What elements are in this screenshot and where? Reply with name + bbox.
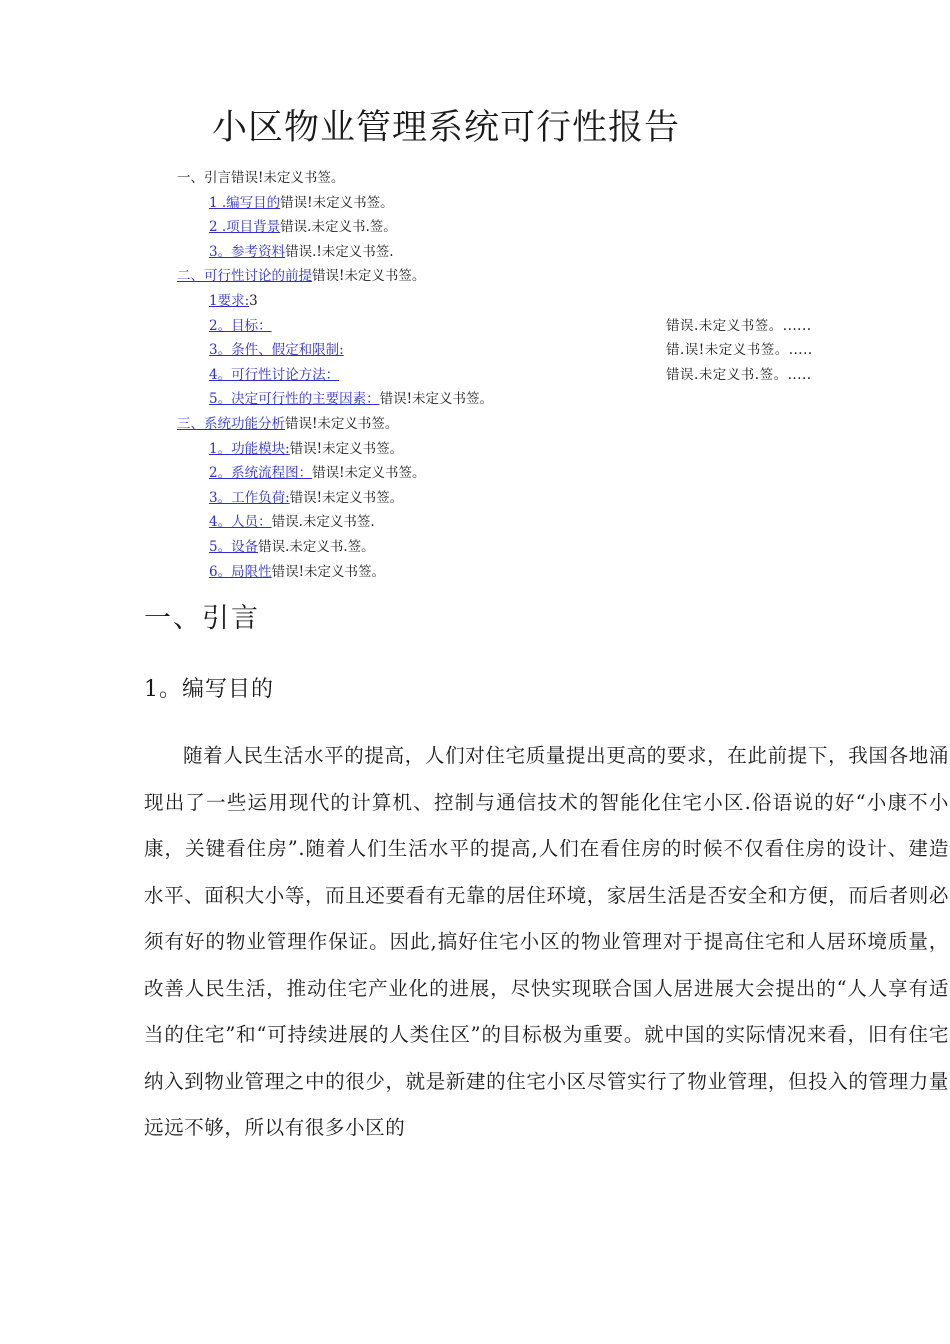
toc-entry[interactable]: [209, 363, 339, 387]
section-heading: 一、引言: [144, 603, 260, 634]
toc-text: 错误!未定义书签。: [312, 465, 426, 481]
toc-text: 错误!未定义书签。: [280, 195, 394, 211]
toc-link[interactable]: 1。功能模块:: [209, 441, 290, 457]
subsection-heading: 1。编写目的: [144, 677, 274, 702]
toc-entry[interactable]: [209, 240, 394, 264]
toc-page-ref: 错误.未定义书.签。.....: [666, 367, 812, 383]
toc-link[interactable]: 2。目标：: [209, 318, 272, 334]
toc-text: 错误!未定义书签。: [312, 268, 426, 284]
document-title: 小区物业管理系统可行性报告: [212, 108, 681, 148]
toc-entry[interactable]: [209, 510, 375, 534]
toc-link[interactable]: 3。条件、假定和限制:: [209, 342, 344, 358]
toc-link[interactable]: 2 .项目背景: [209, 219, 281, 235]
toc-text: 错误.!未定义书签.: [285, 244, 394, 260]
toc-link[interactable]: 二、可行性讨论的前提: [177, 268, 312, 284]
toc-text: 错误!未定义书签。: [379, 391, 494, 407]
toc-link[interactable]: 1要求:: [209, 293, 250, 309]
toc-entry[interactable]: [209, 215, 397, 239]
toc-link[interactable]: 2。系统流程图：: [209, 465, 313, 481]
toc-text: 错误!未定义书签。: [271, 564, 386, 580]
toc-text: 错误.未定义书签.: [271, 514, 375, 530]
toc-entry[interactable]: [177, 264, 425, 288]
toc-entry[interactable]: [209, 191, 394, 215]
toc-entry[interactable]: [209, 560, 385, 584]
toc-entry[interactable]: [209, 535, 375, 559]
toc-entry[interactable]: [209, 461, 426, 485]
toc-link[interactable]: 4。人员：: [209, 514, 272, 530]
toc-link[interactable]: 6。局限性: [209, 564, 272, 580]
toc-page-ref: 错误.未定义书签。......: [666, 318, 812, 334]
toc-text: 错误!未定义书签。: [289, 490, 404, 506]
toc-text: 一、引言错误!未定义书签。: [177, 170, 345, 186]
toc-link[interactable]: 三、系统功能分析: [177, 416, 285, 432]
toc-link[interactable]: 4。可行性讨论方法：: [209, 367, 340, 383]
toc-link[interactable]: 3。工作负荷:: [209, 490, 290, 506]
toc-link[interactable]: 3。参考资料: [209, 244, 286, 260]
toc-entry[interactable]: [209, 437, 403, 461]
toc-entry[interactable]: [209, 289, 258, 313]
toc-text: 错误!未定义书签。: [289, 441, 404, 457]
toc-link[interactable]: 5。设备: [209, 539, 259, 555]
toc-link[interactable]: 5。决定可行性的主要因素：: [209, 391, 380, 407]
toc-text: 错误!未定义书签。: [285, 416, 399, 432]
toc-entry[interactable]: [209, 314, 272, 338]
toc-text: 错误.未定义书.签。: [258, 539, 375, 555]
body-paragraph: 随着人民生活水平的提高，人们对住宅质量提出更高的要求，在此前提下，我国各地涌现出了一些运用现代的计算机、控制与通信技术的智能化住宅小区.俗语说的好“小康不小康，关键看住房”.随着人们生活水平的提高,人们在看住房的时候不仅看住房的设计、建造水平、面积大小等，而且还要看有无靠的居住环境，家居生活是否安全和方便，而后者则必须有好的物业管理作保证。因此,搞好住宅小区的物业管理对于提高住宅和人居环境质量，改善人民生活，推动住宅产业化的进展，尽快实现联合国人居进展大会提出的“人人享有适当的住宅”和“可持续进展的人类住区”的目标极为重要。就中国的实际情况来看，旧有住宅纳入到物业管理之中的很少，就是新建的住宅小区尽管实行了物业管理，但投入的管理力量远远不够，所以有很多小区的: [144, 744, 949, 1139]
toc-entry: [177, 166, 344, 190]
toc-text: 错误.未定义书.签。: [280, 219, 397, 235]
toc-link[interactable]: 1 .编写目的: [209, 195, 281, 211]
toc-entry[interactable]: [209, 338, 344, 362]
toc-entry[interactable]: [209, 486, 403, 510]
toc-text: 3: [249, 293, 258, 309]
toc-entry[interactable]: [177, 412, 398, 436]
toc-entry[interactable]: [209, 387, 493, 411]
toc-page-ref: 错.误!未定义书签。.....: [666, 342, 813, 358]
